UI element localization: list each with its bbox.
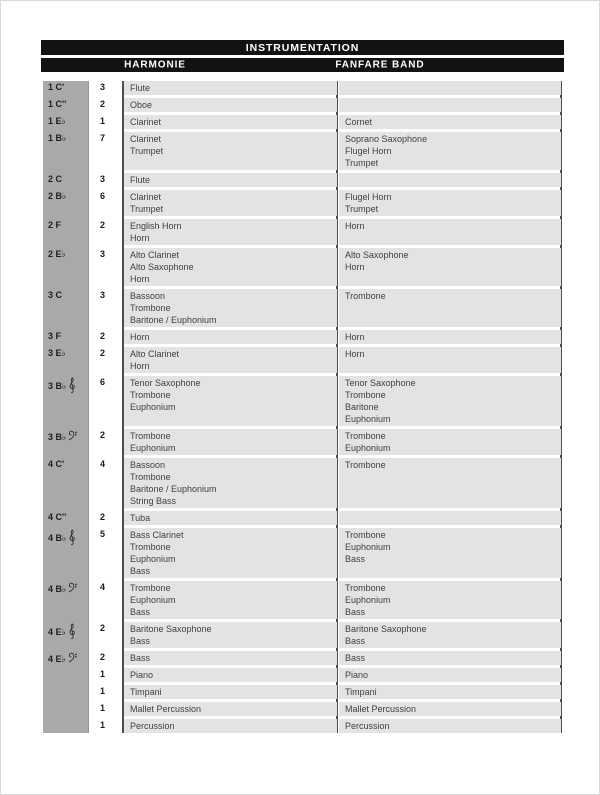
instrument-name: Euphonium	[345, 542, 391, 552]
table-row	[41, 702, 564, 716]
instrument-name: Euphonium	[130, 554, 176, 564]
page-title: INSTRUMENTATION	[245, 41, 360, 54]
fanfare-band-cell	[339, 685, 561, 699]
instrument-name: String Bass	[130, 496, 177, 506]
instrument-name: Alto Clarinet	[130, 250, 180, 260]
pitch-label	[41, 330, 89, 344]
pitch-label-text: 2 E♭	[48, 249, 66, 259]
instrument-name: Trombone	[345, 583, 386, 593]
table-row	[41, 622, 564, 648]
fanfare-band-cell	[339, 668, 561, 682]
table-row	[41, 719, 564, 733]
instrument-name: Trombone	[130, 472, 171, 482]
part-count: 4	[100, 582, 106, 592]
fanfare-band-cell	[339, 115, 561, 129]
pitch-label-text: 1 C'	[48, 82, 65, 92]
harmonie-cell	[124, 719, 337, 733]
fanfare-band-cell	[339, 81, 561, 95]
part-count: 2	[100, 512, 106, 522]
pitch-label	[41, 376, 89, 426]
instrument-name: Tenor Saxophone	[130, 378, 201, 388]
table-row	[41, 219, 564, 245]
part-count: 2	[100, 220, 106, 230]
fanfare-band-cell	[339, 429, 561, 455]
instrument-name: Clarinet	[130, 134, 162, 144]
instrument-name: Flugel Horn	[345, 192, 392, 202]
instrument-name: Bass Clarinet	[130, 530, 184, 540]
harmonie-cell	[124, 248, 337, 286]
instrument-name: Trombone	[130, 583, 171, 593]
harmonie-cell	[124, 376, 337, 426]
pitch-label	[41, 528, 89, 578]
instrument-name: Bass	[130, 636, 151, 646]
title-bar	[41, 40, 564, 55]
fanfare-band-cell	[339, 173, 561, 187]
pitch-label	[41, 511, 89, 525]
fanfare-band-cell	[339, 511, 561, 525]
part-count: 3	[100, 82, 106, 92]
part-count: 6	[100, 191, 106, 201]
table-row	[41, 347, 564, 373]
part-count: 3	[100, 249, 106, 259]
instrument-name: Horn	[345, 332, 365, 342]
pitch-label	[41, 173, 89, 187]
harmonie-cell	[124, 115, 337, 129]
fanfare-band-cell	[339, 651, 561, 665]
part-count: 2	[100, 99, 106, 109]
instrument-name: Horn	[130, 332, 150, 342]
part-count: 1	[100, 686, 106, 696]
instrument-name: Tenor Saxophone	[345, 378, 416, 388]
harmonie-cell	[124, 347, 337, 373]
part-count: 2	[100, 652, 106, 662]
harmonie-cell	[124, 132, 337, 170]
instrument-name: Bass	[130, 653, 151, 663]
fanfare-band-cell	[339, 622, 561, 648]
pitch-label	[41, 98, 89, 112]
column-header-bar	[41, 58, 564, 72]
instrument-name: Trombone	[345, 460, 386, 470]
instrument-name: Soprano Saxophone	[345, 134, 428, 144]
fanfare-band-cell	[339, 330, 561, 344]
pitch-label-text: 4 C'	[48, 459, 65, 469]
instrument-name: Bass	[345, 653, 366, 663]
pitch-label-text: 3 C	[48, 290, 63, 300]
fanfare-band-column-header: FANFARE BAND	[335, 59, 425, 71]
harmonie-column-header: HARMONIE	[124, 59, 186, 71]
instrument-name: Horn	[130, 233, 150, 243]
table-rows	[41, 81, 564, 733]
part-count: 7	[100, 133, 106, 143]
pitch-label	[41, 132, 89, 170]
instrument-name: Trumpet	[345, 204, 379, 214]
instrument-name: Euphonium	[345, 443, 391, 453]
pitch-label	[41, 219, 89, 245]
pitch-label	[41, 581, 89, 619]
part-count: 1	[100, 720, 106, 730]
instrument-name: Euphonium	[130, 595, 176, 605]
table-row	[41, 581, 564, 619]
harmonie-cell	[124, 685, 337, 699]
instrument-name: Piano	[130, 670, 154, 680]
instrument-name: Bass	[345, 636, 366, 646]
fanfare-band-cell	[339, 98, 561, 112]
instrument-name: Horn	[345, 221, 365, 231]
instrument-name: Trumpet	[345, 158, 379, 168]
pitch-label-text: 3 B♭	[48, 432, 67, 442]
instrument-name: Trombone	[345, 390, 386, 400]
instrument-name: Bass	[345, 607, 366, 617]
part-count: 2	[100, 623, 106, 633]
harmonie-cell	[124, 190, 337, 216]
instrument-name: Bassoon	[130, 291, 166, 301]
table-row	[41, 248, 564, 286]
pitch-label	[41, 347, 89, 373]
fanfare-band-cell	[339, 702, 561, 716]
pitch-label	[41, 685, 89, 699]
table-row	[41, 330, 564, 344]
pitch-label	[41, 622, 89, 648]
bass-clef-icon	[68, 582, 78, 593]
treble-clef-icon	[68, 623, 77, 639]
part-count: 2	[100, 331, 106, 341]
instrument-name: Trombone	[345, 431, 386, 441]
instrument-name: Euphonium	[345, 414, 391, 424]
pitch-label-text: 4 E♭	[48, 627, 66, 637]
pitch-label-text: 3 E♭	[48, 348, 66, 358]
instrument-name: Horn	[345, 262, 365, 272]
instrument-name: Baritone Saxophone	[130, 624, 212, 634]
instrument-name: Euphonium	[345, 595, 391, 605]
pitch-label-text: 1 B♭	[48, 133, 67, 143]
harmonie-cell	[124, 81, 337, 95]
fanfare-band-cell	[339, 581, 561, 619]
instrument-name: Clarinet	[130, 192, 162, 202]
instrument-name: Flute	[130, 175, 151, 185]
instrument-name: Percussion	[345, 721, 390, 731]
instrument-name: Cornet	[345, 117, 373, 127]
table-row	[41, 98, 564, 112]
fanfare-band-cell	[339, 190, 561, 216]
pitch-label-text: 2 B♭	[48, 191, 67, 201]
instrument-name: Baritone / Euphonium	[130, 484, 217, 494]
fanfare-band-cell	[339, 132, 561, 170]
pitch-label-text: 4 C''	[48, 512, 67, 522]
treble-clef-icon	[68, 529, 77, 545]
pitch-label-text: 2 C	[48, 174, 63, 184]
bass-clef-icon	[68, 430, 78, 441]
harmonie-cell	[124, 668, 337, 682]
harmonie-cell	[124, 98, 337, 112]
part-count: 1	[100, 116, 106, 126]
pitch-label	[41, 458, 89, 508]
instrument-name: Tuba	[130, 513, 151, 523]
pitch-label	[41, 719, 89, 733]
part-count: 6	[100, 377, 106, 387]
instrument-name: Alto Clarinet	[130, 349, 180, 359]
instrument-name: Bassoon	[130, 460, 166, 470]
table-row	[41, 376, 564, 426]
part-count: 3	[100, 290, 106, 300]
instrument-name: Trombone	[345, 530, 386, 540]
pitch-label-text: 1 E♭	[48, 116, 66, 126]
table-row	[41, 429, 564, 455]
pitch-label	[41, 429, 89, 455]
fanfare-band-cell	[339, 289, 561, 327]
fanfare-band-cell	[339, 248, 561, 286]
part-count: 2	[100, 348, 106, 358]
fanfare-band-cell	[339, 219, 561, 245]
harmonie-cell	[124, 429, 337, 455]
table-row	[41, 190, 564, 216]
table-row	[41, 289, 564, 327]
part-count: 5	[100, 529, 106, 539]
instrument-name: Baritone / Euphonium	[130, 315, 217, 325]
instrument-name: Baritone Saxophone	[345, 624, 427, 634]
pitch-label-text: 1 C''	[48, 99, 67, 109]
fanfare-band-cell	[339, 347, 561, 373]
table-row	[41, 511, 564, 525]
instrument-name: Flute	[130, 83, 151, 93]
treble-clef-icon	[68, 377, 77, 393]
bass-clef-icon	[68, 652, 78, 663]
table-row	[41, 132, 564, 170]
instrument-name: Piano	[345, 670, 369, 680]
instrument-name: Clarinet	[130, 117, 162, 127]
instrument-name: Flugel Horn	[345, 146, 392, 156]
table-row	[41, 651, 564, 665]
instrument-name: Bass	[130, 566, 151, 576]
table-row	[41, 115, 564, 129]
harmonie-cell	[124, 581, 337, 619]
part-count: 3	[100, 174, 106, 184]
pitch-label-text: 4 B♭	[48, 584, 67, 594]
table-row	[41, 668, 564, 682]
fanfare-band-cell	[339, 376, 561, 426]
pitch-label	[41, 248, 89, 286]
fanfare-band-cell	[339, 458, 561, 508]
instrument-name: Trombone	[345, 291, 386, 301]
pitch-label-text: 2 F	[48, 220, 62, 230]
instrument-name: Timpani	[345, 687, 377, 697]
harmonie-cell	[124, 651, 337, 665]
pitch-label	[41, 289, 89, 327]
part-count: 4	[100, 459, 106, 469]
part-count: 1	[100, 669, 106, 679]
fanfare-band-cell	[339, 719, 561, 733]
pitch-label-text: 4 B♭	[48, 533, 67, 543]
instrument-name: Euphonium	[130, 402, 176, 412]
harmonie-cell	[124, 173, 337, 187]
table-row	[41, 528, 564, 578]
instrument-name: Mallet Percussion	[130, 704, 202, 714]
instrument-name: Horn	[130, 361, 150, 371]
pitch-label	[41, 81, 89, 95]
pitch-label	[41, 651, 89, 665]
harmonie-cell	[124, 511, 337, 525]
part-count: 2	[100, 430, 106, 440]
fanfare-band-cell	[339, 528, 561, 578]
harmonie-cell	[124, 702, 337, 716]
part-count: 1	[100, 703, 106, 713]
instrument-name: Trombone	[130, 390, 171, 400]
instrument-name: Horn	[130, 274, 150, 284]
pitch-label-text: 3 B♭	[48, 381, 67, 391]
table-row	[41, 458, 564, 508]
instrumentation-table	[41, 81, 564, 733]
pitch-label-text: 3 F	[48, 331, 62, 341]
instrument-name: English Horn	[130, 221, 182, 231]
table-row	[41, 173, 564, 187]
instrument-name: Trombone	[130, 542, 171, 552]
instrument-name: Timpani	[130, 687, 162, 697]
table-row	[41, 685, 564, 699]
instrument-name: Euphonium	[130, 443, 176, 453]
pitch-label-text: 4 E♭	[48, 654, 66, 664]
harmonie-cell	[124, 219, 337, 245]
harmonie-cell	[124, 330, 337, 344]
instrument-name: Trombone	[130, 431, 171, 441]
instrument-name: Bass	[345, 554, 366, 564]
instrument-name: Mallet Percussion	[345, 704, 417, 714]
instrument-name: Alto Saxophone	[130, 262, 194, 272]
harmonie-cell	[124, 458, 337, 508]
harmonie-cell	[124, 528, 337, 578]
instrument-name: Percussion	[130, 721, 175, 731]
instrument-name: Alto Saxophone	[345, 250, 409, 260]
pitch-label	[41, 702, 89, 716]
instrument-name: Oboe	[130, 100, 153, 110]
instrument-name: Baritone	[345, 402, 379, 412]
instrument-name: Trumpet	[130, 146, 164, 156]
instrument-name: Horn	[345, 349, 365, 359]
instrument-name: Trumpet	[130, 204, 164, 214]
instrument-name: Trombone	[130, 303, 171, 313]
page-content	[41, 40, 564, 733]
pitch-label	[41, 668, 89, 682]
harmonie-cell	[124, 622, 337, 648]
pitch-label	[41, 190, 89, 216]
instrument-name: Bass	[130, 607, 151, 617]
table-row	[41, 81, 564, 95]
harmonie-cell	[124, 289, 337, 327]
pitch-label	[41, 115, 89, 129]
